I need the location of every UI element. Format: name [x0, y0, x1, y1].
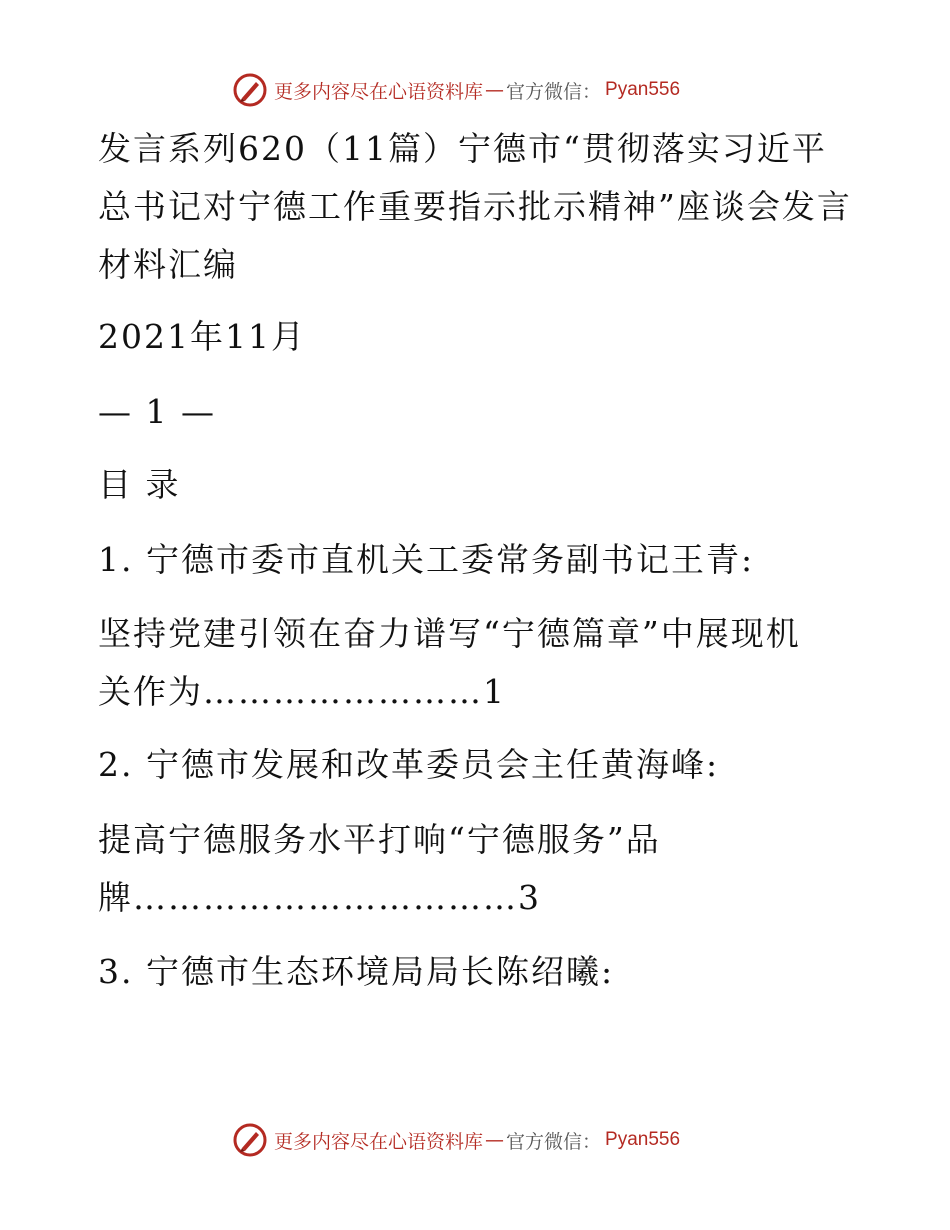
toc-line: 3. 宁德市生态环境局局长陈绍曦:	[98, 952, 615, 991]
watermark-text: 更多内容尽在心语资料库	[274, 1130, 484, 1153]
toc-line: 提高宁德服务水平打响“宁德服务”品	[98, 820, 661, 859]
watermark-bottom	[232, 1120, 680, 1160]
watermark-separator: —	[485, 1129, 505, 1151]
toc-line: 坚持党建引领在奋力谱写“宁德篇章”中展现机	[98, 614, 801, 653]
toc-heading: 目 录	[98, 465, 181, 504]
watermark-wechat-label: 官方微信：	[506, 1130, 602, 1153]
doc-title-line-2: 总书记对宁德工作重要指示批示精神”座谈会发言	[98, 187, 852, 226]
page-marker: — 1 —	[98, 392, 216, 431]
toc-line: 关作为……………………1	[98, 672, 506, 711]
doc-title-line-1: 发言系列620（11篇）宁德市“贯彻落实习近平	[98, 129, 827, 168]
toc-line: 牌……………………………3	[98, 878, 541, 917]
toc-line: 1. 宁德市委市直机关工委常务副书记王青:	[98, 540, 755, 579]
pen-logo-icon	[232, 72, 268, 108]
watermark-text: 更多内容尽在心语资料库	[274, 80, 484, 103]
doc-title-line-3: 材料汇编	[98, 245, 238, 284]
toc-line: 2. 宁德市发展和改革委员会主任黄海峰:	[98, 745, 720, 784]
pen-logo-icon	[232, 1122, 268, 1158]
watermark-top	[232, 70, 680, 110]
watermark-wechat-label: 官方微信：	[506, 80, 602, 103]
watermark-separator: —	[485, 79, 505, 101]
watermark-wechat-id: Pyan556	[605, 79, 681, 100]
watermark-wechat-id: Pyan556	[605, 1129, 681, 1150]
doc-date: 2021年11月	[98, 317, 306, 356]
